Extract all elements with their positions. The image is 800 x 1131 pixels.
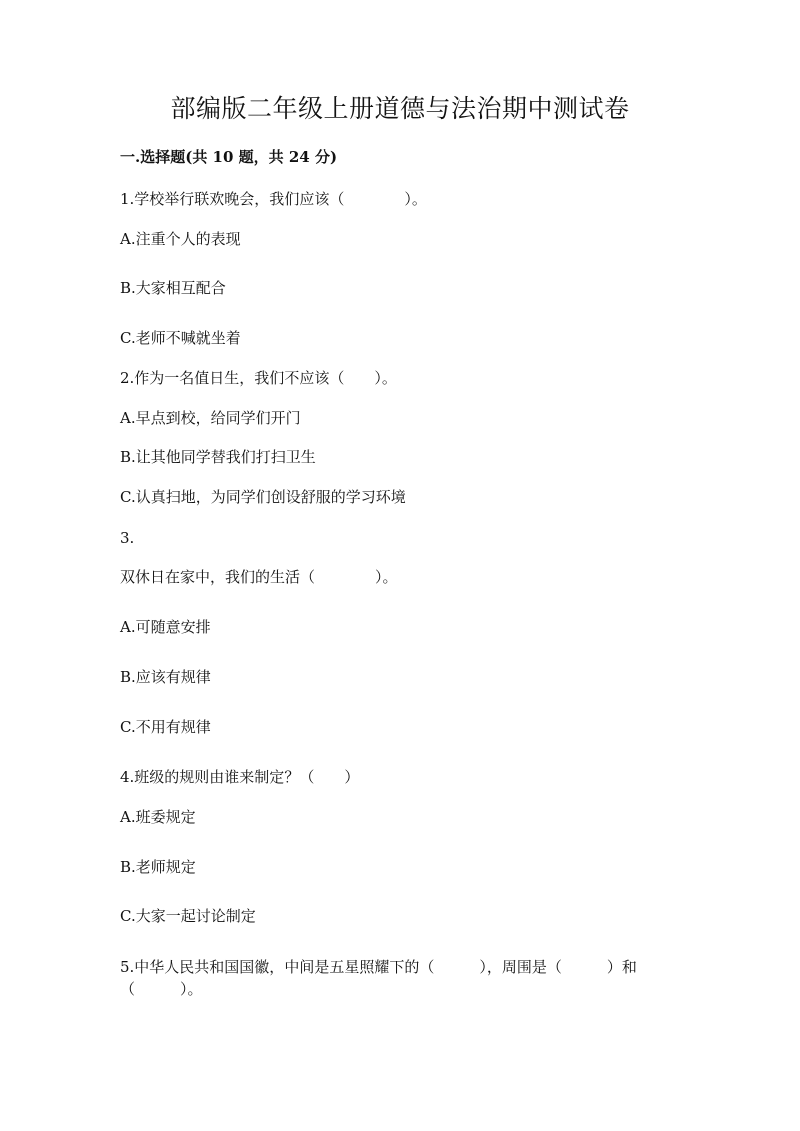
question-1-stem: 1.学校举行联欢晚会，我们应该（ ）。 xyxy=(120,190,427,208)
question-2-option-c: C.认真扫地，为同学们创设舒服的学习环境 xyxy=(120,488,406,506)
question-3-option-c: C.不用有规律 xyxy=(120,718,211,736)
section-heading: 一.选择题(共 10 题，共 24 分) xyxy=(120,148,338,166)
question-4-option-c: C.大家一起讨论制定 xyxy=(120,907,256,925)
question-5-stem-line-2: （ ）。 xyxy=(120,980,203,998)
question-1-option-a: A.注重个人的表现 xyxy=(120,230,241,248)
question-4-option-b: B.老师规定 xyxy=(120,858,196,876)
question-3-number: 3. xyxy=(120,529,135,547)
question-2-option-b: B.让其他同学替我们打扫卫生 xyxy=(120,448,316,466)
question-1-option-c: C.老师不喊就坐着 xyxy=(120,329,241,347)
question-5-stem-line-1: 5.中华人民共和国国徽，中间是五星照耀下的（ ），周围是（ ）和 xyxy=(120,958,637,976)
question-2-stem: 2.作为一名值日生，我们不应该（ ）。 xyxy=(120,369,397,387)
page-title: 部编版二年级上册道德与法治期中测试卷 xyxy=(170,94,630,123)
question-2-option-a: A.早点到校，给同学们开门 xyxy=(120,409,301,427)
question-3-option-a: A.可随意安排 xyxy=(120,618,211,636)
question-3-option-b: B.应该有规律 xyxy=(120,668,211,686)
question-4-option-a: A.班委规定 xyxy=(120,808,196,826)
question-4-stem: 4.班级的规则由谁来制定？（ ） xyxy=(120,768,360,786)
question-3-stem: 双休日在家中，我们的生活（ ）。 xyxy=(120,568,398,586)
question-1-option-b: B.大家相互配合 xyxy=(120,279,226,297)
